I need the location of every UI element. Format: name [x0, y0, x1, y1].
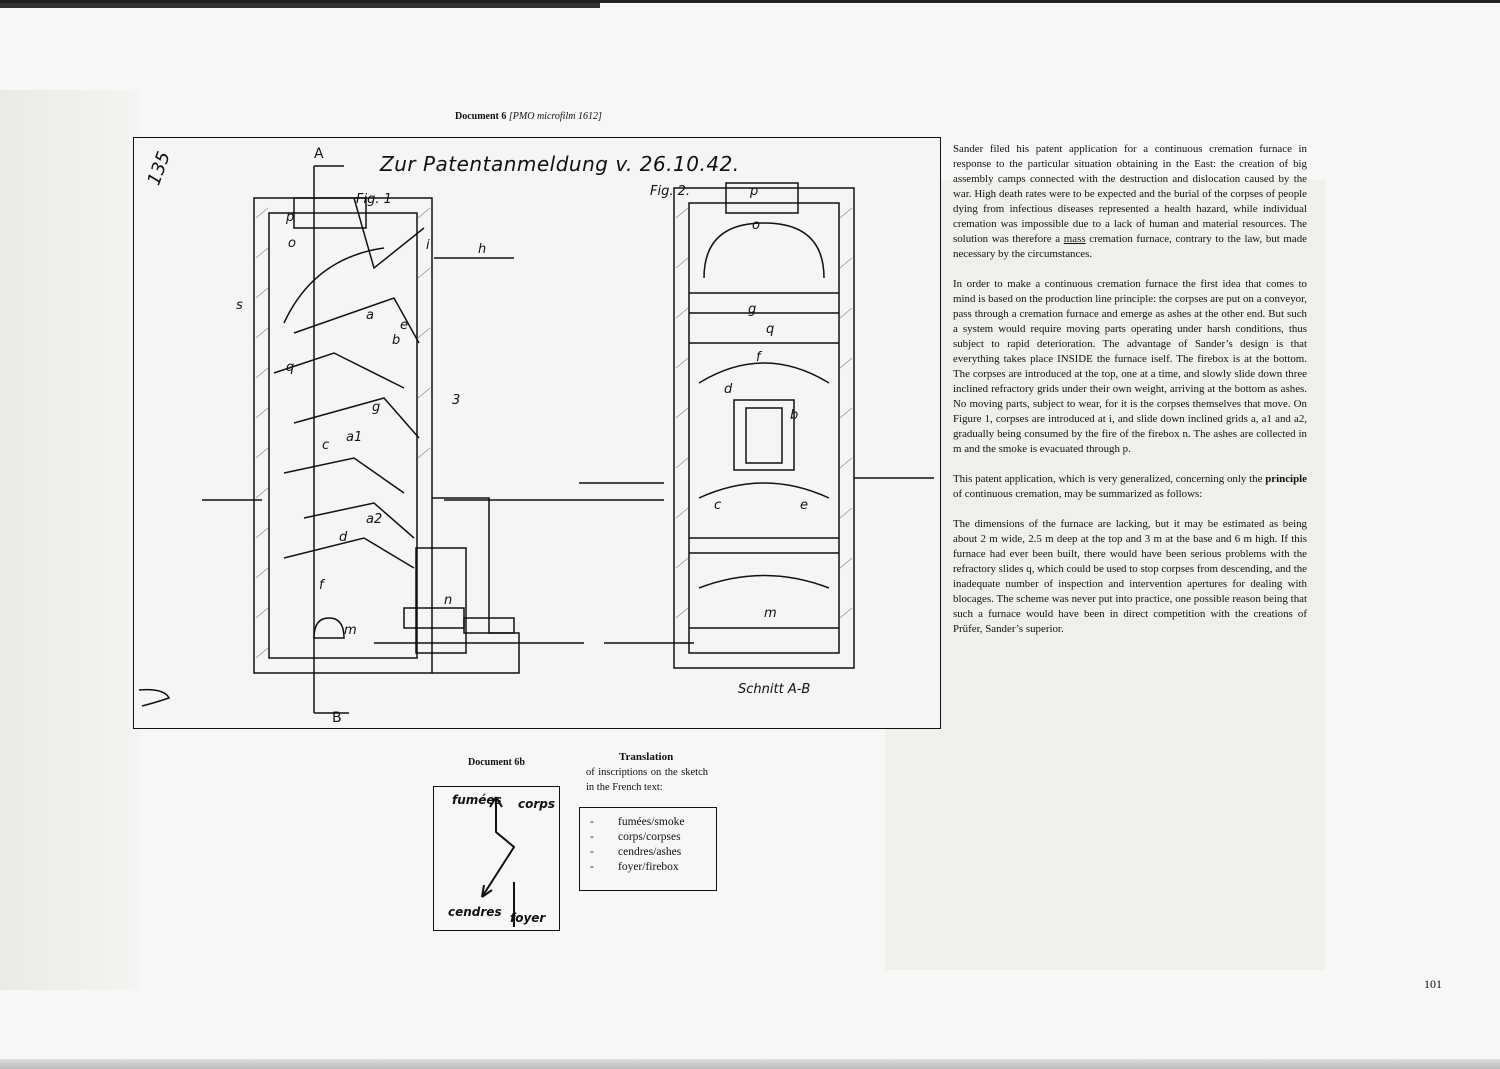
drawing-heading: Zur Patentanmeldung v. 26.10.42. — [380, 152, 740, 176]
paragraph-1 — [953, 142, 1307, 262]
document-caption — [455, 111, 602, 122]
list-dash: - — [590, 861, 594, 873]
sketch-label-corps: corps — [518, 797, 556, 811]
letter-q-fig1: q — [286, 360, 295, 375]
french-sketch — [433, 786, 560, 931]
list-dash: - — [590, 816, 594, 828]
paragraph-2: In order to make a continuous cremation furnace the first idea that comes to mind is based on the production line principle: the corpses are put on a conveyor, pass through a cremation furnace and emerge as ashes at the other end. But such a system would require moving parts operating under harsh conditions, thus subject to rapid deterioration. The advantage of Sander’s design is that everything takes place INSIDE the furnace iself. The firebox is at the bottom. The corpses are introduced at the top, one at a time, and slowly slide down three inclined refractory grids under their own weight, arriving at the bottom as ashes. No moving parts, subject to wear, for it is the corpses themselves that move. On Figure 1, corpses are introduced at i, and slide down inclined grids a, a1 and a2, gradually being consumed by the fire of the firebox n. The ashes are collected in m and the smoke is evacuated through p. — [953, 278, 1307, 455]
letter-o-fig2: o — [752, 218, 760, 233]
fig1-label: Fig. 1 — [356, 192, 392, 207]
underlined-word: mass — [1063, 233, 1086, 245]
letter-a1: a1 — [346, 430, 363, 445]
letter-e-fig1: e — [400, 318, 408, 333]
sketch-label-cendres: cendres — [448, 905, 502, 919]
letter-c: c — [322, 438, 330, 453]
paragraph-4: The dimensions of the furnace are lacking, but it may be estimated as being about 2 m wide, 2.5 m deep at the top and 3 m at the base and 6 m high. If this furnace had ever been built, there would have been serious problems with the refractory slides q, which could be used to stop corpses from descending, and the inadequate number of inspection and intervention apertures for dealing with blocages. The scheme was never put into practice, one possible reason being that such a furnace would have been in direct competition with the creations of Prüfer, Sander’s superior. — [953, 518, 1307, 635]
sketch-label-fumees: fumées — [452, 793, 502, 807]
letter-h: h — [478, 242, 487, 257]
document-label: Document 6 — [455, 111, 507, 122]
scan-edge-line — [0, 0, 1500, 3]
letter-a2: a2 — [366, 512, 383, 527]
folio-stamp: 135 — [143, 148, 175, 189]
letter-g: g — [372, 400, 381, 415]
paragraph-1-start: Sander filed his patent application for a continuous cremation furnace in response to the particular situation obtaining in the East: the creation of big assembly camps connected with the destruction and dislocation caused by the war. High death rates were to be expected and the burial of the corpses of people dying from infectious diseases represented a health hazard, while individual cremation was impossible due to a lack of human and material resources. The solution was therefore a — [953, 143, 1307, 245]
translation-item-text: foyer/firebox — [618, 861, 679, 873]
letter-f-fig2: f — [756, 350, 761, 365]
paragraph-3 — [953, 472, 1307, 502]
sketch-label-foyer: foyer — [510, 911, 546, 925]
letter-q-fig2: q — [766, 322, 775, 337]
letter-e-fig2: e — [800, 498, 808, 513]
translation-item — [590, 861, 679, 873]
letter-p-fig2: p — [750, 184, 759, 199]
translation-item — [590, 846, 681, 858]
translation-item — [590, 816, 684, 828]
paragraph-3-start: This patent application, which is very generalized, concerning only the — [953, 473, 1266, 485]
document-source: [PMO microfilm 1612] — [508, 111, 602, 122]
paragraph-1-end: cremation furnace, contrary to the law, but made necessary by the circumstances. — [953, 233, 1307, 260]
bold-word: principle — [1265, 473, 1307, 485]
translation-item — [590, 831, 681, 843]
bleed-through-left — [0, 90, 140, 990]
section-marker-a: A — [314, 146, 324, 162]
letter-p-fig1: p — [286, 210, 295, 225]
letter-d-fig1: d — [339, 530, 348, 545]
letter-a: a — [366, 308, 374, 323]
page-number: 101 — [1424, 977, 1442, 991]
letter-m-fig2: m — [764, 606, 777, 621]
translation-subtitle: of inscriptions on the sketch in the French text: — [586, 767, 708, 793]
fig2-label: Fig. 2. — [650, 184, 691, 199]
letter-b-fig1: b — [392, 333, 401, 348]
letter-o-fig1: o — [288, 236, 296, 251]
patent-drawing — [133, 137, 941, 729]
translation-title: Translation — [619, 751, 674, 763]
letter-i: i — [426, 238, 430, 253]
section-label: Schnitt A-B — [738, 682, 811, 697]
list-dash: - — [590, 846, 594, 858]
scan-bottom-edge — [0, 1059, 1500, 1069]
list-dash: - — [590, 831, 594, 843]
letter-b-fig2: b — [790, 408, 799, 423]
letter-g-fig2: g — [748, 302, 757, 317]
furnace-drawing-graphic — [134, 138, 940, 728]
article-text — [953, 142, 1307, 652]
section-marker-b: B — [332, 710, 342, 726]
translation-item-text: cendres/ashes — [618, 846, 682, 858]
document-6b-caption: Document 6b — [468, 757, 525, 768]
translation-item-text: corps/corpses — [618, 831, 681, 843]
translation-list — [579, 807, 717, 891]
letter-c-fig2: c — [714, 498, 722, 513]
letter-f-fig1: f — [319, 578, 324, 593]
translation-item-text: fumées/smoke — [618, 816, 685, 828]
letter-m-fig1: m — [344, 623, 357, 638]
letter-s: s — [236, 298, 243, 313]
letter-d-fig2: d — [724, 382, 733, 397]
letter-n: n — [444, 593, 453, 608]
letter-3: 3 — [452, 393, 461, 408]
paragraph-3-end: of continuous cremation, may be summarized as follows: — [953, 488, 1203, 500]
